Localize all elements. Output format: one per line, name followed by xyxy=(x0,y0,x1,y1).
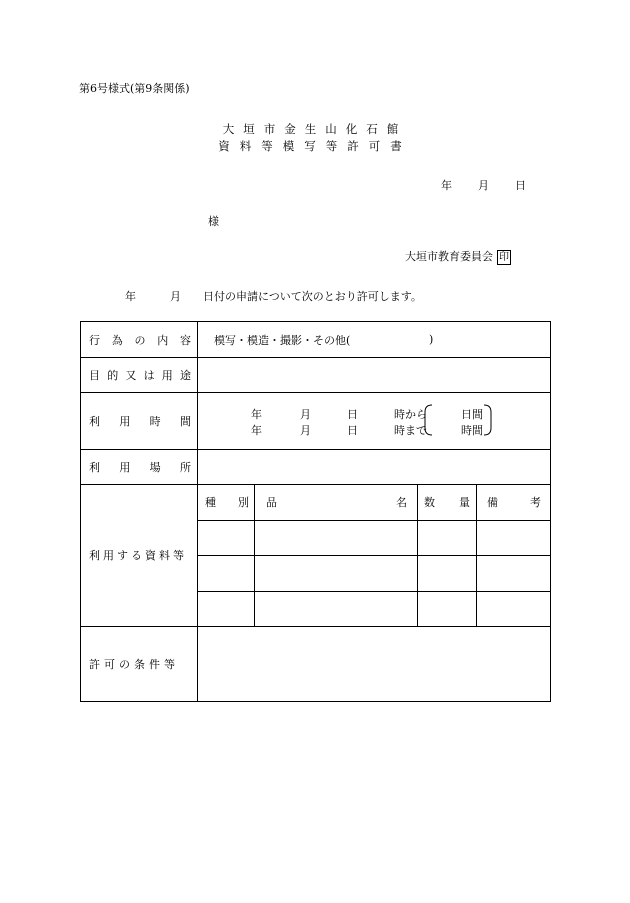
duration-hours: 時間 xyxy=(461,424,483,437)
document-title: 資料等模写等許可書 xyxy=(218,139,412,153)
row-divider xyxy=(197,520,550,521)
end-month: 月 xyxy=(300,424,311,437)
column-divider xyxy=(254,484,255,626)
permit-table xyxy=(80,321,551,702)
start-day: 日 xyxy=(347,408,358,421)
time-label: 利 用 時 間 xyxy=(89,414,191,428)
header-item-end: 名 xyxy=(396,496,407,509)
column-divider xyxy=(417,484,418,626)
issue-date xyxy=(441,177,526,193)
seal-box: 印 xyxy=(499,251,509,263)
time-line-end xyxy=(251,422,427,438)
purpose-label: 目 的 又 は 用 途 xyxy=(89,368,191,382)
purpose-field[interactable] xyxy=(198,358,550,392)
end-year: 年 xyxy=(251,424,262,437)
end-day: 日 xyxy=(347,424,358,437)
issue-date-year: 年 xyxy=(441,179,452,192)
form-number: 第6号様式(第9条関係) xyxy=(79,82,190,95)
materials-label-text: 利用する資料等 xyxy=(89,549,187,562)
issue-date-day: 日 xyxy=(515,179,526,192)
duration-days: 日間 xyxy=(461,408,483,421)
document-title-facility: 大垣市金生山化石館 xyxy=(222,122,408,136)
right-bracket xyxy=(482,404,494,436)
column-divider xyxy=(476,484,477,626)
issue-date-month: 月 xyxy=(478,179,489,192)
intro-year: 年 xyxy=(125,290,136,303)
end-suffix: 時まで xyxy=(394,424,427,437)
intro-text: 日付の申請について次のとおり許可します。 xyxy=(203,290,422,303)
conditions-label-text: 許可の条件等 xyxy=(89,657,179,671)
materials-label xyxy=(81,484,197,626)
row-divider xyxy=(197,591,550,592)
issuer-name: 大垣市教育委員会 xyxy=(405,250,493,263)
header-remarks: 備 考 xyxy=(487,496,541,509)
start-suffix: 時から xyxy=(394,408,427,421)
row-divider xyxy=(197,555,550,556)
left-bracket xyxy=(422,404,434,436)
addressee-suffix: 様 xyxy=(208,215,219,228)
conditions-label xyxy=(81,626,197,701)
place-field[interactable] xyxy=(198,450,550,484)
intro-month: 月 xyxy=(170,290,181,303)
activity-close-paren: ) xyxy=(429,333,434,346)
issuer xyxy=(405,248,511,265)
header-item-start: 品 xyxy=(266,496,277,509)
conditions-field[interactable] xyxy=(198,627,550,701)
header-kind: 種 別 xyxy=(205,496,249,509)
place-label: 利 用 場 所 xyxy=(89,460,191,474)
activity-value: 模写・模造・撮影・その他( xyxy=(214,333,351,347)
header-quantity: 数 量 xyxy=(424,496,470,509)
start-year: 年 xyxy=(251,408,262,421)
start-month: 月 xyxy=(300,408,311,421)
activity-label: 行 為 の 内 容 xyxy=(89,333,191,347)
intro-statement xyxy=(125,288,422,304)
time-line-start xyxy=(251,406,427,422)
